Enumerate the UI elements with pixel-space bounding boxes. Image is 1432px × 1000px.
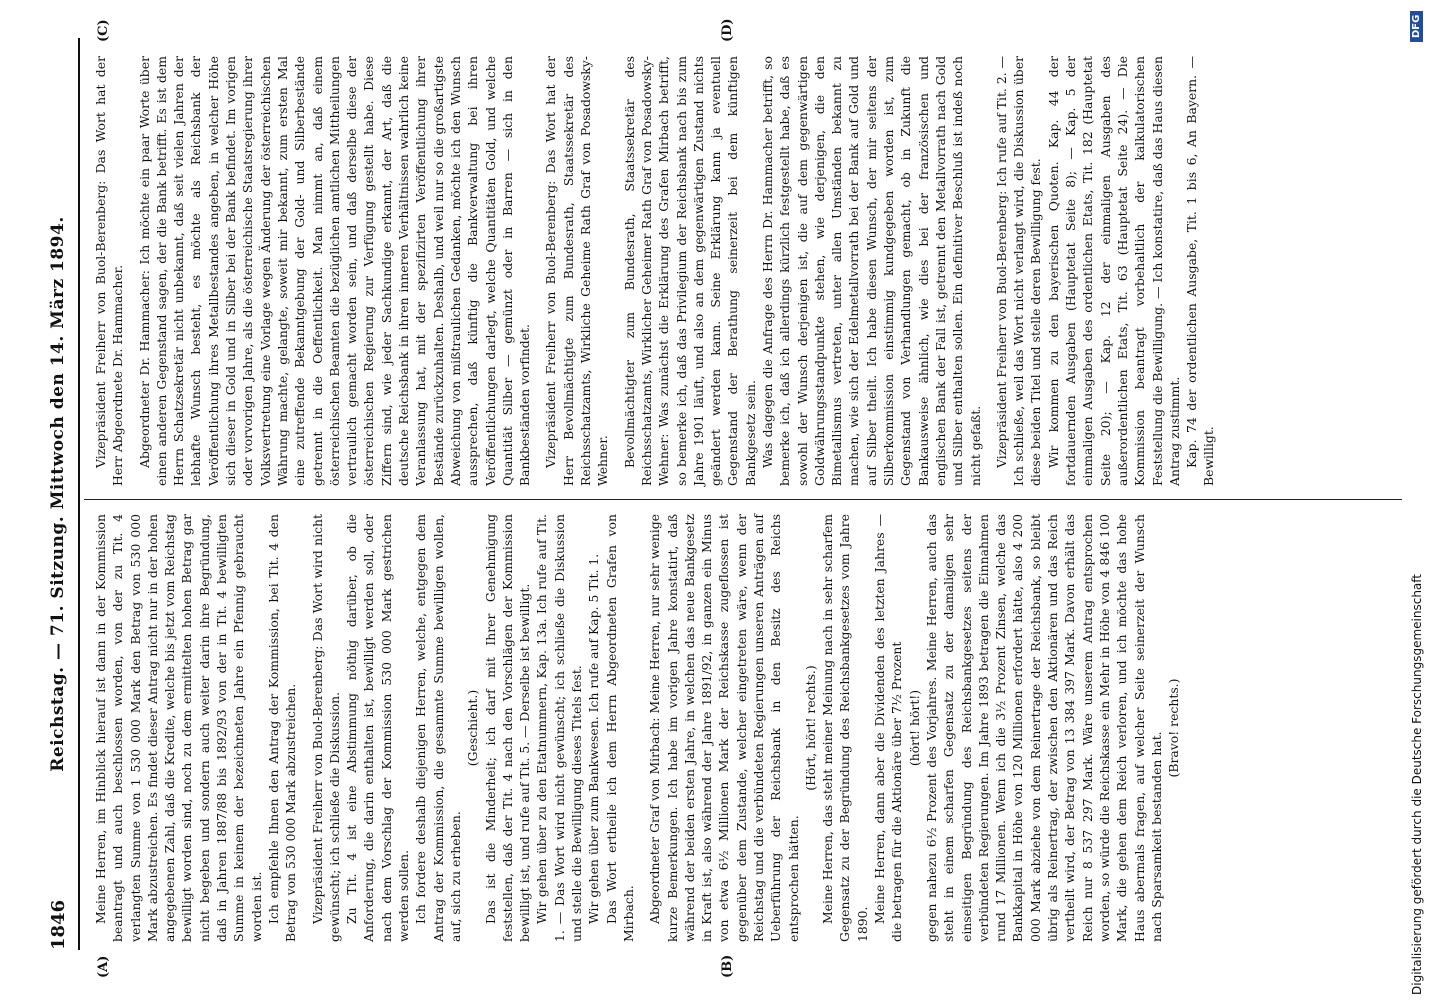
paragraph: Das ist die Minderheit; ich darf mit Ihrer Genehmigung feststellen, daß der Tit. 4 nach den Vorschlägen der Kommission bewilligt ist, und rufe auf Tit. 5. — Derselbe ist bewilligt. [482, 514, 533, 942]
paragraph: Vizepräsident Freiherr von Buol-Berenberg: Ich rufe auf Tit. 2. — Ich schließe, weil das Wort nicht verlangt wird, die Diskussion über diese beiden Titel und stelle deren Bewilligung fest. [993, 56, 1044, 486]
header-rule [78, 38, 80, 950]
paragraph: Zu Tit. 4 ist eine Abstimmung nöthig darüber, ob die Anforderung, die darin enthalten ist, bewilligt werden soll, oder nach dem Vorschlag der Kommission 530 000 Mark gestrichen werden sollen. [344, 514, 412, 942]
page-number: 1846 [48, 899, 69, 950]
paragraph: Vizepräsident Freiherr von Buol-Berenberg: Das Wort hat der Herr Abgeordnete Dr. Hammacher. [93, 56, 126, 486]
stage-direction: (Geschieht.) [465, 689, 481, 767]
paragraph: Vizepräsident Freiherr von Buol-Berenberg: Das Wort hat der Herr Bevollmächtigte zum Bundesrath, Staatssekretär des Reichsschatzamts, Wirkliche Geheime Rath Graf von Posadowsky-Wehner. [543, 56, 611, 486]
left-column [92, 514, 1182, 942]
margin-marker-a: (A) [96, 955, 111, 978]
stage-direction: (Bravo! rechts.) [1166, 678, 1182, 778]
dfg-logo: DFG [1410, 11, 1423, 42]
paragraph: Vizepräsident Freiherr von Buol-Berenberg: Das Wort wird nicht gewünscht; ich schließe die Diskussion. [309, 514, 342, 942]
margin-marker-b: (B) [720, 954, 735, 978]
stage-direction: (hört! hört!) [906, 689, 922, 767]
right-column [92, 56, 1218, 486]
paragraph: Ich empfehle Ihnen den Antrag der Kommission, bei Tit. 4 den Betrag von 530 000 Mark abzustreichen. [265, 514, 299, 942]
paragraph: Was dagegen die Anfrage des Herrn Dr. Hammacher betrifft, so bemerke ich, daß ich allerdings kürzlich festgestellt habe, daß es sowohl der Wunsch derjenigen ist, die auf dem gegenwärtigen Goldwährungsstandpunkte stehen, wie derjenigen, die den Bimetallismus vertreten, unter allen Umständen bekannt zu machen, wie sich der Edelmetallvorrath bei der Bank auf Gold und auf Silber theilt. Ich habe diesen Wunsch, der mir seitens der Silberkommission einstimmig kundgegeben worden ist, zum Gegenstand von Verhandlungen gemacht, ob in Zukunft die Bankausweise ähnlich, wie dies bei der französischen und englischen Bank der Fall ist, getrennt den Metallvorrath nach Gold und Silber enthalten sollen. Ein definitiver Beschluß ist indeß noch nicht gefaßt. [759, 56, 983, 486]
session-title: Reichstag. — 71. Sitzung. Mittwoch den 14. März 1894. [48, 216, 68, 772]
margin-marker-c: (C) [96, 19, 111, 42]
paragraph: Meine Herren, das steht meiner Meinung nach in sehr scharfem Gegensatz zu der Begründung des Reichsbankgesetzes vom Jahre 1890. [820, 514, 870, 942]
paragraph: Wir gehen über zu den Etatnummern, Kap. 13a. Ich rufe auf Tit. 1. — Das Wort wird nicht gewünscht; ich schließe die Diskussion und stelle die Bewilligung dieses Titels fest. [534, 514, 585, 942]
paragraph: Abgeordneter Graf von Mirbach: Meine Herren, nur sehr wenige kurze Bemerkungen. Ich habe im vorigen Jahre konstatirt, daß während der beiden ersten Jahre, in welchen das neue Bankgesetz in Kraft ist, also während der Jahre 1891/92, in ganzen ein Minus von etwa 6½ Millionen Mark der Reichskasse zugeflossen ist gegenüber dem Zustande, welcher eingetreten wäre, wenn der Reichstag und die verbündeten Regierungen unseren Anträgen auf Ueberführung der Reichsbank in den Besitz des Reichs entsprochen hätten. [647, 514, 801, 942]
digitization-credit: Digitalisierung gefördert durch die Deutsche Forschungsgemeinschaft [1410, 573, 1424, 995]
paragraph: gegen nahezu 6½ Prozent des Vorjahres. Meine Herren, auch das steht in einem scharfen Gegensatz zu der damaligen sehr einseitigen Begründung des Reichsbankgesetzes seitens der verbündeten Regierungen. Im Jahre 1893 betragen die Einnahmen rund 17 Millionen. Wenn ich die 3½ Prozent Zinsen, welche das Bankkapital in Höhe von 120 Millionen erfordert hätte, also 4 200 000 Mark abziehe von dem Reinertrage der Reichsbank, so bleibt übrig als Reinertrag, der zwischen den Aktionären und das Reich vertheilt wird, der Betrag von 13 384 397 Mark. Davon erhält das Reich nur 8 537 297 Mark. Wäre unserem Antrag entsprochen worden, so würde die Reichskasse ein Mehr in Höhe von 4 846 100 Mark, die gehen dem Reich verloren, und ich möchte das hohe Haus abermals fragen, auf welcher Seite seinerzeit der Wunsch nach Sparsamkeit bestanden hat. [923, 514, 1164, 942]
page-header [48, 38, 78, 950]
paragraph: Bevollmächtigter zum Bundesrath, Staatssekretär des Reichsschatzamts, Wirklicher Geheimer Rath Graf von Posadowsky-Wehner: Was zunächst die Erklärung des Grafen Mirbach betrifft, so bemerke ich, daß das Privilegium der Reichsbank nach bis zum Jahre 1901 läuft, und also an dem gegenwärtigen Zustand nichts geändert werden kann. Seine Erklärung kann ja eventuell Gegenstand der Berathung seinerzeit bei dem künftigen Bankgesetz sein. [621, 56, 758, 486]
paragraph: Das Wort ertheile ich dem Herrn Abgeordneten Grafen von Mirbach. [603, 514, 636, 942]
stage-direction: (Hört, hört! rechts.) [802, 665, 818, 791]
paragraph: Kap. 74 der ordentlichen Ausgabe, Tit. 1 bis 6, An Bayern. — Bewilligt. [1184, 56, 1217, 486]
paragraph: Meine Herren, im Hinblick hierauf ist dann in der Kommission beantragt und auch beschlossen worden, von der zu Tit. 4 verlangten Summe von 1 530 000 Mark den Betrag von 530 000 Mark abzustreichen. Es findet dieser Antrag nicht nur in der hohen angegebenen Zahl, daß die Kredite, welche bis jetzt vom Reichstag bewilligt worden sind, noch zu dem ermittelten hohen Betrag gar nicht begeben und sondern auch weiter darin ihre Begründung, daß in Jahren 1887/88 bis 1892/93 von der in Tit. 4 bewilligten Summe in keinem der bezeichneten Jahre ein Pfennig gebraucht worden ist. [93, 514, 264, 942]
paragraph: Abgeordneter Dr. Hammacher: Ich möchte ein paar Worte über einen anderen Gegenstand sagen, der die Bank betrifft. Es ist dem Herrn Schatzsekretär nicht unbekannt, daß seit vielen Jahren der lebhafte Wunsch besteht, es möchte als Reichsbank der Veröffentlichung ihres Metallbestandes angeben, in welcher Höhe sich dieser in Gold und in Silber bei der Bank befindet. Im vorigen oder vorvorigen Jahre, als die österreichische Staatsregierung ihrer Volksvertretung eine Vorlage wegen Änderung der österreichischen Währung machte, gelangte, soweit mir bekannt, zum ersten Mal eine zutreffende Bekanntgebung der Gold- und Silberbestände getrennt in die Oeffentlichkeit. Man nimmt an, daß einem österreichischen Beamten die bezüglichen amtlichen Mittheilungen vertraulich gemacht worden sein, und daß derselbe diese der österreichischen Regierung zur Verfügung gestellt habe. Diese Ziffern sind, wie jeder Sachkundige erkannt, der Art, daß die deutsche Reichsbank in ihren inneren Verhältnissen wahrlich keine Veranlassung hat, mit der spezifizirten Veröffentlichung ihrer Bestände zurückzuhalten. Deshalb, und weil nur so die großartigste Abweichung von mißtraulichen Gedanken, möchte ich den Wunsch aussprechen, daß künftig die Bankverwaltung bei ihren Veröffentlichungen darlegt, welche Quantitäten Gold, und welche Quantität Silber — gemünzt oder in Barren — sich in den Bankbeständen vorfindet. [136, 56, 533, 486]
column-divider [84, 499, 1402, 500]
paragraph: Wir kommen zu den bayerischen Quoten. Kap. 44 der fortdauernden Ausgaben (Hauptetat Seite 8); — Kap. 5 der einmaligen Ausgaben des ordentlichen Etats, Tit. 182 (Hauptetat Seite 20); — Kap. 12 der einmaligen Ausgaben des außerordentlichen Etats, Tit. 63 (Hauptetat Seite 24). — Die Kommission beantragt vorbehaltlich der kalkulatorischen Feststellung die Bewilligung. — Ich konstatire, daß das Haus diesen Antrag zustimmt. [1045, 56, 1182, 486]
paragraph: Meine Herren, dann aber die Dividenden des letzten Jahres — die betragen für die Aktionäre über 7½ Prozent [872, 514, 905, 942]
margin-marker-d: (D) [720, 18, 735, 42]
paragraph: Wir gehen über zum Bankwesen. Ich rufe auf Kap. 5 Tit. 1. [586, 553, 602, 924]
paragraph: Ich fordere deshalb diejenigen Herren, welche, entgegen dem Antrag der Kommission, die gesammte Summe bewilligen wollen, auf, sich zu erheben. [413, 514, 463, 942]
